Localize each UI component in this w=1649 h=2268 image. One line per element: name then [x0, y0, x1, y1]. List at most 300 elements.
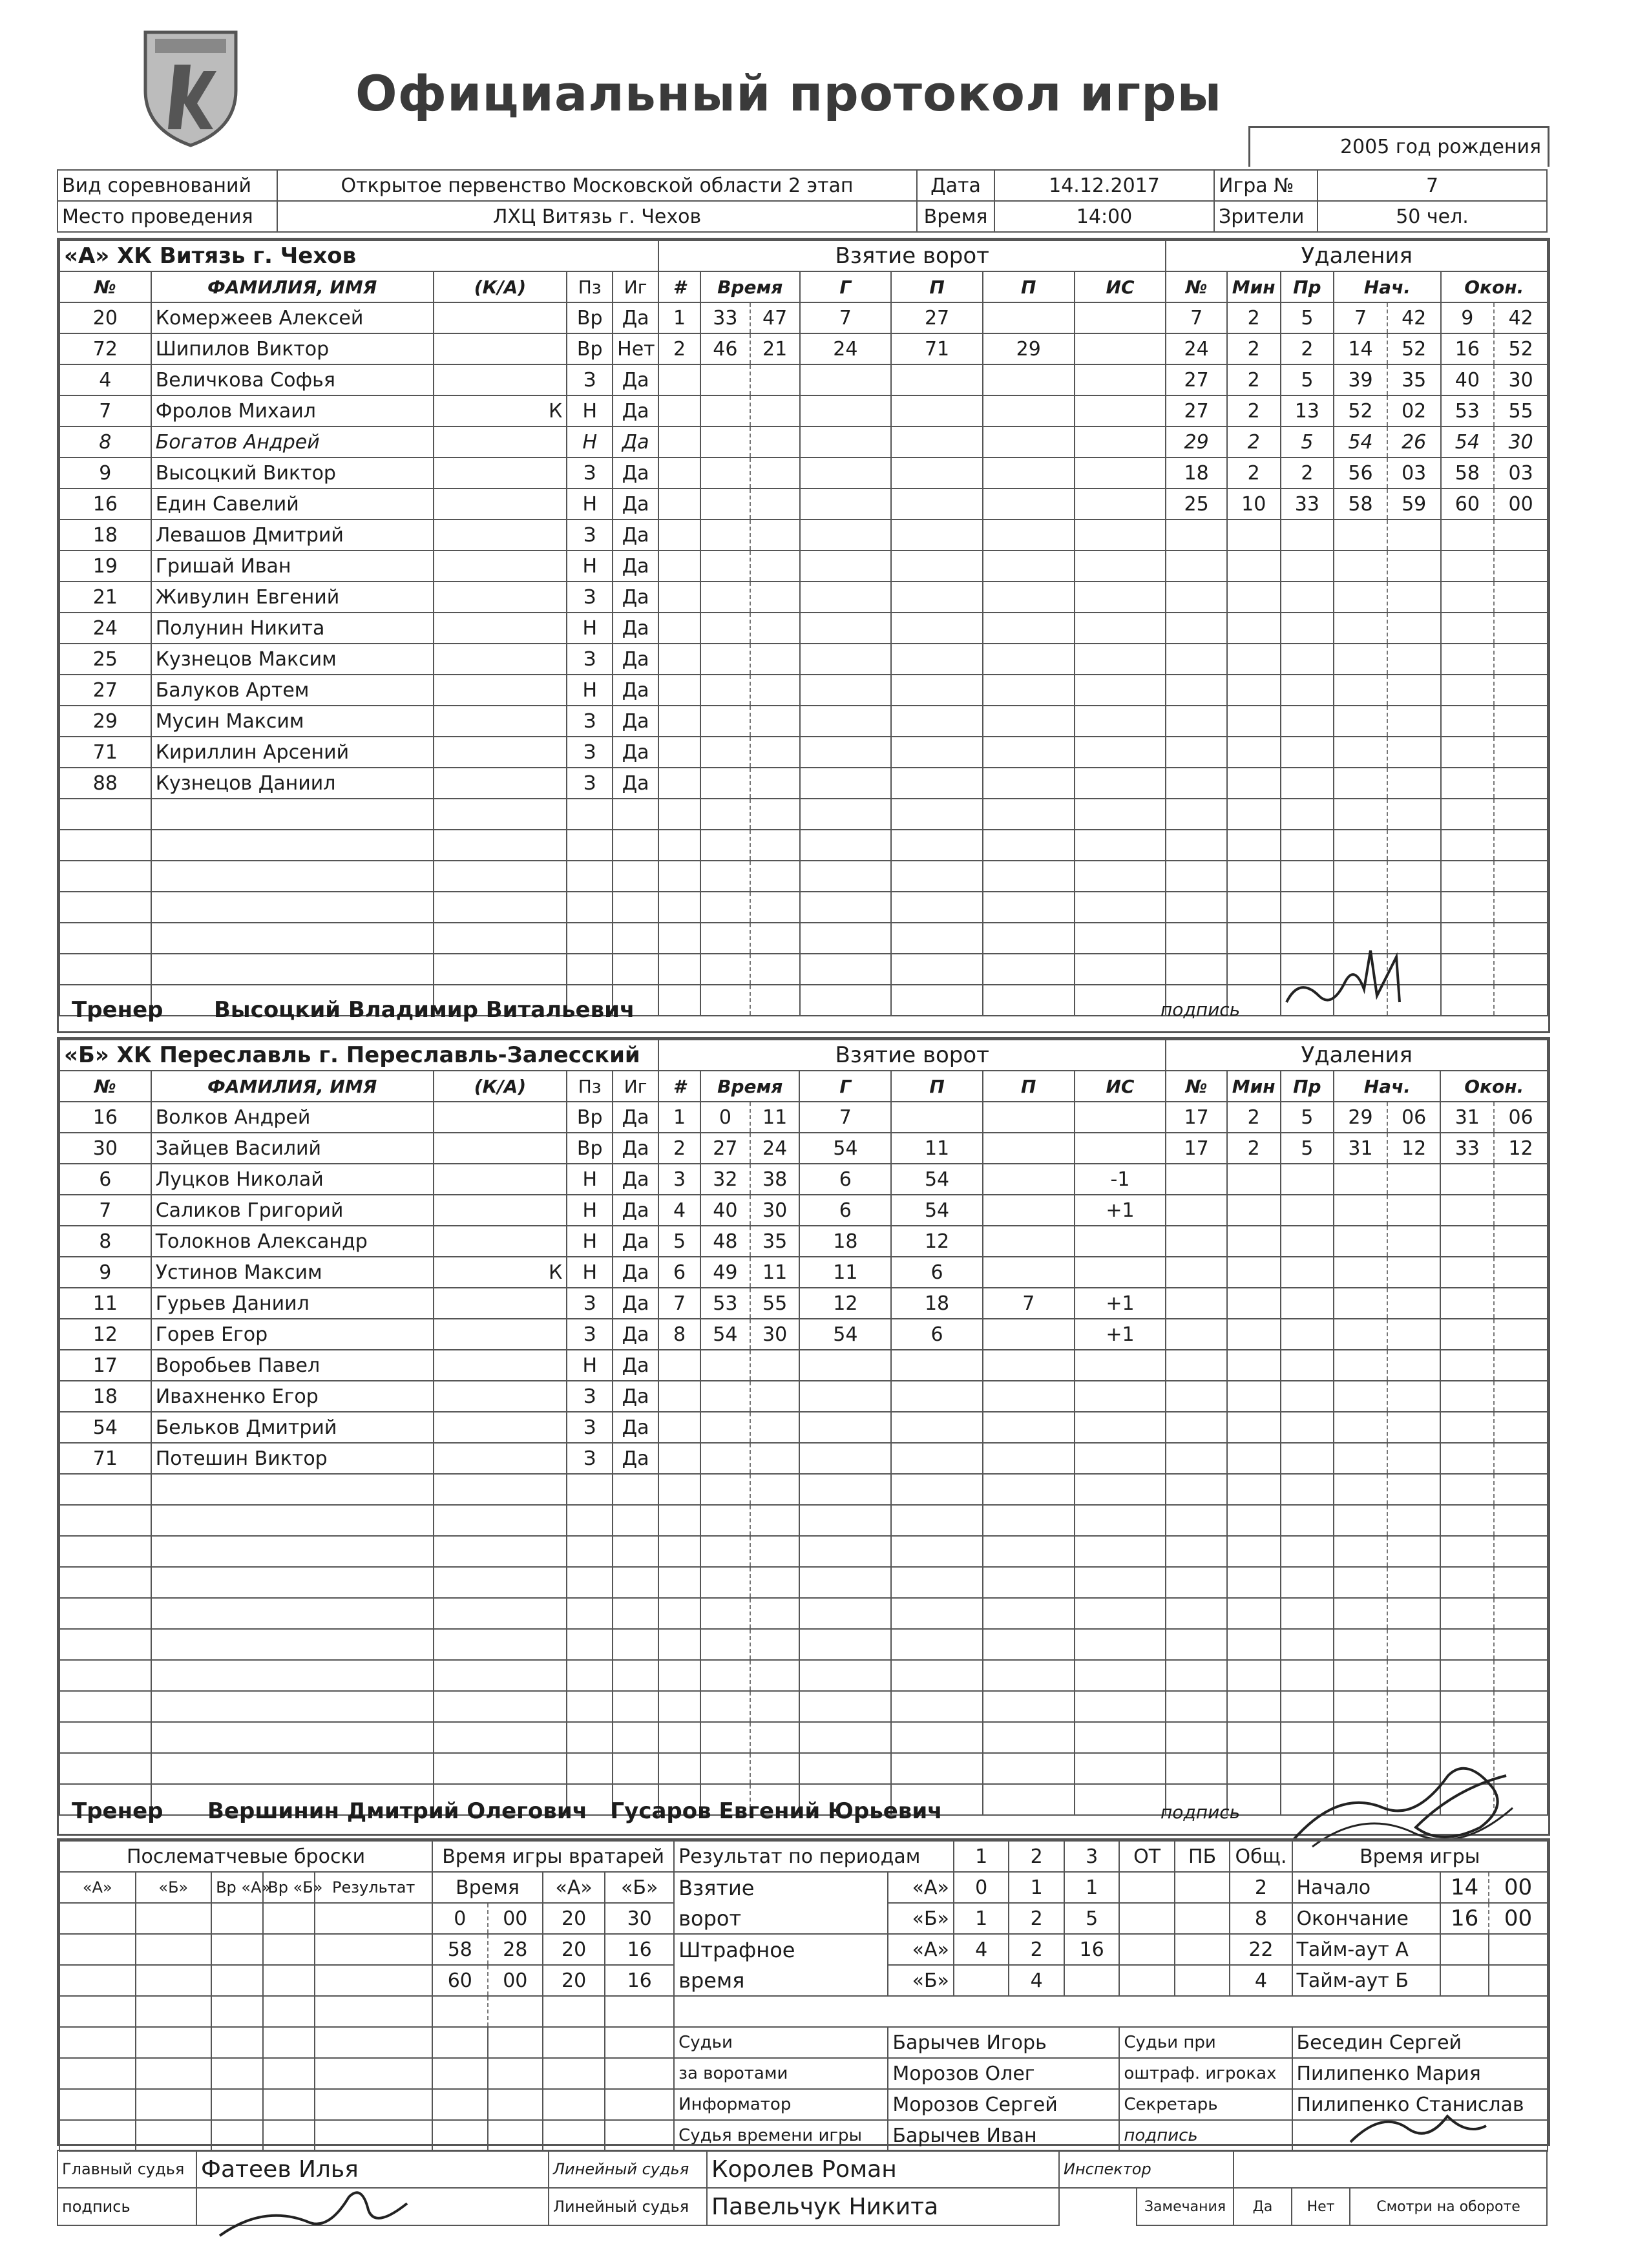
- penalty-end-min: [1440, 1319, 1494, 1350]
- goal-second: [750, 1691, 800, 1722]
- player-number: 71: [59, 737, 151, 768]
- goal-minute: [700, 1660, 750, 1691]
- penalty-end-min: [1441, 861, 1495, 892]
- player-position: З: [567, 364, 613, 395]
- penalty-end-sec: [1494, 675, 1548, 706]
- goal-scorer: [800, 830, 892, 861]
- penalty-player: [1166, 861, 1226, 892]
- main-ref-label: Главный судья: [58, 2150, 196, 2188]
- goal-minute: 27: [700, 1133, 750, 1164]
- penalty-start-min: [1334, 1474, 1387, 1505]
- shootout-cell: [59, 1934, 136, 1965]
- player-played: [613, 861, 658, 892]
- goal-second: [750, 954, 800, 985]
- player-role: К: [434, 395, 567, 426]
- goal-scorer: [800, 861, 892, 892]
- player-position: [567, 1505, 613, 1536]
- gk-minute: [432, 1996, 487, 2027]
- official-name: Морозов Сергей: [888, 2089, 1119, 2120]
- goal-assist-1: [891, 892, 983, 923]
- teamA-row: [59, 613, 1548, 644]
- penalty-player: 24: [1166, 333, 1226, 364]
- goal-second: 21: [750, 333, 800, 364]
- player-role: [434, 1753, 567, 1784]
- player-played: Нет: [613, 333, 658, 364]
- goal-number: [658, 799, 700, 830]
- goal-second: [750, 1381, 800, 1412]
- goal-number: [658, 1412, 700, 1443]
- period-row-team: «А»: [888, 1934, 954, 1965]
- player-name: Зайцев Василий: [151, 1133, 434, 1164]
- birth-year-box: [1248, 126, 1549, 167]
- penalty-start-min: [1334, 768, 1387, 799]
- player-role: [434, 768, 567, 799]
- penalty-minutes: [1227, 1598, 1281, 1629]
- goal-second: [750, 395, 800, 426]
- period-value: 2: [1009, 1934, 1064, 1965]
- player-number: 12: [59, 1319, 151, 1350]
- goal-minute: [700, 1443, 750, 1474]
- player-number: 30: [59, 1133, 151, 1164]
- player-played: Да: [613, 302, 658, 333]
- teamB-row: [59, 1536, 1548, 1567]
- player-role: [434, 675, 567, 706]
- penalty-end-min: [1440, 1660, 1494, 1691]
- player-position: [567, 923, 613, 954]
- goal-second: [750, 1443, 800, 1474]
- goal-assist-1: [891, 457, 983, 488]
- penalty-player: 17: [1166, 1102, 1226, 1133]
- penalty-end-sec: [1494, 1226, 1548, 1257]
- player-position: З: [567, 768, 613, 799]
- goal-scorer: [800, 488, 892, 520]
- end-hour: 16: [1440, 1903, 1489, 1934]
- player-name: [151, 861, 434, 892]
- start-hour: 14: [1440, 1872, 1489, 1903]
- player-number: [59, 1753, 151, 1784]
- player-played: Да: [613, 1443, 658, 1474]
- game-info-table: [57, 169, 1548, 233]
- penalty-end-sec: [1494, 1505, 1548, 1536]
- teamA-row: [59, 395, 1548, 426]
- goal-minute: [700, 892, 750, 923]
- player-number: 25: [59, 644, 151, 675]
- player-number: 16: [59, 488, 151, 520]
- goal-assist-1: [891, 1102, 983, 1133]
- goal-strength: [1075, 551, 1166, 582]
- gk-b: 30: [605, 1903, 674, 1934]
- goal-scorer: [800, 426, 892, 457]
- penalty-end-min: [1441, 520, 1495, 551]
- penalty-start-sec: [1387, 1443, 1441, 1474]
- penalty-player: [1166, 1288, 1226, 1319]
- player-number: 4: [59, 364, 151, 395]
- start-minute: 00: [1489, 1872, 1548, 1903]
- shootout-col-4: Результат: [315, 1872, 432, 1903]
- penalty-player: [1166, 830, 1226, 861]
- penalty-end-sec: [1494, 1536, 1548, 1567]
- goal-assist-2: [983, 985, 1075, 1016]
- period-value: 8: [1230, 1903, 1292, 1934]
- goal-assist-2: [983, 675, 1075, 706]
- penalty-end-min: [1440, 1412, 1494, 1443]
- gk-second: [488, 1996, 543, 2027]
- goal-scorer: 6: [799, 1195, 891, 1226]
- goal-minute: 32: [700, 1164, 750, 1195]
- player-position: Н: [567, 1350, 613, 1381]
- penalty-end-sec: [1494, 1412, 1548, 1443]
- teamA-goal-col-1: Время: [700, 271, 800, 302]
- penalty-code: 5: [1281, 1102, 1334, 1133]
- goal-assist-2: [983, 551, 1075, 582]
- teamA-row: [59, 830, 1548, 861]
- player-name: Кузнецов Максим: [151, 644, 434, 675]
- player-position: З: [567, 520, 613, 551]
- penalty-end-min: [1440, 1195, 1494, 1226]
- player-position: Н: [567, 1195, 613, 1226]
- goal-assist-2: [983, 1195, 1075, 1226]
- player-number: [59, 799, 151, 830]
- goal-minute: [700, 706, 750, 737]
- goal-assist-2: [983, 364, 1075, 395]
- penalty-minutes: [1227, 768, 1281, 799]
- timeout-a-label: Тайм-аут А: [1292, 1934, 1441, 1965]
- penalty-end-sec: [1494, 706, 1548, 737]
- timeout-b-label: Тайм-аут Б: [1292, 1965, 1441, 1996]
- goal-strength: [1075, 1350, 1166, 1381]
- goal-assist-1: [891, 364, 983, 395]
- player-number: [59, 1474, 151, 1505]
- penalty-player: 29: [1166, 426, 1226, 457]
- player-role: [434, 551, 567, 582]
- penalty-end-min: 31: [1440, 1102, 1494, 1133]
- goal-assist-2: [983, 923, 1075, 954]
- player-played: [613, 954, 658, 985]
- official-name-2: Пилипенко Мария: [1292, 2058, 1548, 2089]
- goal-assist-1: [891, 1412, 983, 1443]
- official-name: Барычев Игорь: [888, 2027, 1119, 2058]
- penalty-player: [1166, 1319, 1226, 1350]
- player-name: Мусин Максим: [151, 706, 434, 737]
- player-name: Балуков Артем: [151, 675, 434, 706]
- goal-minute: 33: [700, 302, 750, 333]
- penalty-start-sec: 02: [1387, 395, 1441, 426]
- goal-minute: [700, 426, 750, 457]
- player-number: [59, 923, 151, 954]
- shootout-cell: [263, 2089, 315, 2120]
- teamB-row: [59, 1567, 1548, 1598]
- player-played: Да: [613, 1164, 658, 1195]
- goal-assist-1: [891, 1505, 983, 1536]
- goal-assist-1: [891, 1474, 983, 1505]
- player-position: З: [567, 1319, 613, 1350]
- player-role: [434, 1102, 567, 1133]
- penalty-end-min: 58: [1441, 457, 1495, 488]
- player-role: [434, 1660, 567, 1691]
- goal-scorer: [800, 644, 892, 675]
- player-name: Бельков Дмитрий: [151, 1412, 434, 1443]
- goal-strength: [1075, 737, 1166, 768]
- penalty-code: 13: [1281, 395, 1334, 426]
- penalty-end-min: [1440, 1443, 1494, 1474]
- player-name: [151, 1660, 434, 1691]
- teamA-goal-col-3: П: [891, 271, 983, 302]
- goal-scorer: 6: [799, 1164, 891, 1195]
- penalty-start-sec: 26: [1387, 426, 1441, 457]
- teamB-penalties-title: Удаления: [1166, 1040, 1548, 1071]
- teamB-row: [59, 1133, 1548, 1164]
- penalty-end-sec: [1494, 1381, 1548, 1412]
- penalty-start-sec: [1387, 1505, 1441, 1536]
- team-b-block: [57, 1037, 1550, 1836]
- goal-minute: [700, 1629, 750, 1660]
- shootout-col-2: Вр «А»: [211, 1872, 263, 1903]
- goal-assist-1: [891, 1753, 983, 1784]
- goal-scorer: [800, 395, 892, 426]
- penalty-end-min: [1440, 1722, 1494, 1753]
- penalty-start-min: [1334, 892, 1387, 923]
- goal-scorer: 11: [799, 1257, 891, 1288]
- player-role: [434, 613, 567, 644]
- penalty-code: [1281, 1257, 1334, 1288]
- goal-number: [658, 551, 700, 582]
- player-role: [434, 426, 567, 457]
- player-position: [567, 861, 613, 892]
- date-label: Дата: [917, 170, 994, 201]
- player-number: [59, 1722, 151, 1753]
- player-played: Да: [613, 1226, 658, 1257]
- player-role: [434, 1319, 567, 1350]
- penalty-minutes: [1227, 954, 1281, 985]
- official-label: Судья времени игры: [674, 2120, 888, 2151]
- goal-strength: [1075, 923, 1166, 954]
- goal-minute: [700, 488, 750, 520]
- penalty-minutes: [1227, 1691, 1281, 1722]
- penalty-end-min: [1440, 1474, 1494, 1505]
- goal-assist-1: [891, 706, 983, 737]
- player-played: Да: [613, 426, 658, 457]
- place-value: ЛХЦ Витязь г. Чехов: [277, 201, 917, 232]
- shootout-cell: [59, 1903, 136, 1934]
- main-ref-name: Фатеев Илья: [196, 2150, 549, 2188]
- player-number: [59, 1691, 151, 1722]
- goal-assist-1: 6: [891, 1319, 983, 1350]
- penalty-player: [1166, 1753, 1226, 1784]
- shootout-cell: [211, 2058, 263, 2089]
- line-ref-1-label: Линейный судья: [549, 2150, 707, 2188]
- penalty-start-min: [1334, 1195, 1387, 1226]
- penalty-player: [1166, 644, 1226, 675]
- goal-second: [750, 1536, 800, 1567]
- player-number: 54: [59, 1412, 151, 1443]
- goal-scorer: [800, 520, 892, 551]
- player-name: Кириллин Арсений: [151, 737, 434, 768]
- player-name: Ивахненко Егор: [151, 1381, 434, 1412]
- penalty-minutes: [1227, 861, 1281, 892]
- goal-strength: [1075, 613, 1166, 644]
- player-played: Да: [613, 737, 658, 768]
- player-role: К: [434, 1257, 567, 1288]
- goal-number: [658, 923, 700, 954]
- penalty-end-min: 16: [1441, 333, 1495, 364]
- penalty-player: [1166, 613, 1226, 644]
- penalty-code: 5: [1281, 364, 1334, 395]
- penalty-start-sec: 35: [1387, 364, 1441, 395]
- penalty-player: [1166, 1412, 1226, 1443]
- goal-number: 1: [658, 302, 700, 333]
- penalty-end-sec: 30: [1494, 426, 1548, 457]
- player-name: Луцков Николай: [151, 1164, 434, 1195]
- player-name: [151, 1629, 434, 1660]
- goal-strength: [1075, 1226, 1166, 1257]
- goal-number: 7: [658, 1288, 700, 1319]
- goal-assist-1: [891, 488, 983, 520]
- goal-strength: [1075, 1133, 1166, 1164]
- official-label-2: подпись: [1119, 2120, 1292, 2151]
- penalty-minutes: [1227, 1381, 1281, 1412]
- goal-scorer: [800, 985, 892, 1016]
- penalty-end-sec: [1494, 799, 1548, 830]
- penalty-end-min: [1441, 644, 1495, 675]
- shootout-cell: [315, 1965, 432, 1996]
- teamB-row: [59, 1164, 1548, 1195]
- penalty-code: [1281, 1226, 1334, 1257]
- team-b-coach-name: Вершинин Дмитрий Олегович Гусаров Евгений Юрьевич: [207, 1798, 943, 1824]
- penalty-minutes: 2: [1227, 395, 1281, 426]
- goal-strength: [1075, 675, 1166, 706]
- goal-assist-1: [891, 1381, 983, 1412]
- player-number: 18: [59, 520, 151, 551]
- penalty-end-sec: 00: [1494, 488, 1548, 520]
- player-played: [613, 923, 658, 954]
- goal-number: [658, 1691, 700, 1722]
- goal-second: [750, 830, 800, 861]
- goal-second: [750, 1474, 800, 1505]
- penalty-code: [1281, 1474, 1334, 1505]
- official-name-2: Пилипенко Станислав: [1292, 2089, 1548, 2120]
- penalty-player: 17: [1166, 1133, 1226, 1164]
- goal-scorer: [799, 1660, 891, 1691]
- period-value: 2: [1230, 1872, 1292, 1903]
- player-number: 19: [59, 551, 151, 582]
- player-position: З: [567, 706, 613, 737]
- penalty-end-min: [1440, 1629, 1494, 1660]
- player-number: [59, 830, 151, 861]
- penalty-start-min: [1334, 1443, 1387, 1474]
- period-row-label: Штрафное: [674, 1934, 888, 1965]
- shootout-cell: [263, 1934, 315, 1965]
- teamA-row: [59, 861, 1548, 892]
- goal-strength: [1075, 395, 1166, 426]
- penalty-start-min: [1334, 1257, 1387, 1288]
- shootout-cell: [315, 2058, 432, 2089]
- teamA-protocol-table: [59, 240, 1548, 1016]
- goal-assist-1: [891, 395, 983, 426]
- penalty-minutes: [1227, 1226, 1281, 1257]
- penalty-end-sec: [1494, 551, 1548, 582]
- penalty-end-min: [1441, 706, 1495, 737]
- shootout-cell: [211, 1934, 263, 1965]
- penalty-code: [1281, 1350, 1334, 1381]
- penalty-end-min: 33: [1440, 1133, 1494, 1164]
- official-name-2: Беседин Сергей: [1292, 2027, 1548, 2058]
- penalty-code: 5: [1281, 302, 1334, 333]
- goal-assist-1: [891, 985, 983, 1016]
- penalty-code: [1281, 1629, 1334, 1660]
- penalty-minutes: [1227, 1567, 1281, 1598]
- player-name: [151, 830, 434, 861]
- player-position: З: [567, 1288, 613, 1319]
- goal-scorer: [800, 675, 892, 706]
- see-back: Смотри на обороте: [1350, 2188, 1547, 2225]
- goal-second: 11: [750, 1102, 800, 1133]
- player-role: [434, 520, 567, 551]
- penalty-minutes: [1227, 1536, 1281, 1567]
- goal-assist-2: [983, 1350, 1075, 1381]
- penalty-start-sec: [1387, 1381, 1441, 1412]
- player-position: Вр: [567, 302, 613, 333]
- penalty-end-min: [1440, 1691, 1494, 1722]
- player-role: [434, 1629, 567, 1660]
- penalty-player: [1166, 1629, 1226, 1660]
- player-name: Высоцкий Виктор: [151, 457, 434, 488]
- shootout-cell: [136, 2089, 212, 2120]
- player-position: Вр: [567, 1133, 613, 1164]
- player-name: Величкова Софья: [151, 364, 434, 395]
- penalty-player: [1166, 1505, 1226, 1536]
- penalty-code: [1281, 737, 1334, 768]
- game-value: 7: [1318, 170, 1547, 201]
- period-value: [1064, 1965, 1119, 1996]
- player-name: Левашов Дмитрий: [151, 520, 434, 551]
- goal-strength: [1075, 426, 1166, 457]
- teamB-pen-col-0: №: [1166, 1071, 1226, 1102]
- goal-strength: [1075, 582, 1166, 613]
- goal-second: [750, 488, 800, 520]
- penalty-minutes: [1227, 1257, 1281, 1288]
- penalty-end-sec: [1494, 768, 1548, 799]
- shootout-cell: [136, 2027, 212, 2058]
- teamA-pen-col-3: Нач.: [1334, 271, 1440, 302]
- teamA-pen-col-2: Пр: [1281, 271, 1334, 302]
- goal-number: [658, 768, 700, 799]
- goal-strength: [1075, 1598, 1166, 1629]
- goal-number: 2: [658, 1133, 700, 1164]
- goal-assist-1: 54: [891, 1164, 983, 1195]
- goal-second: 47: [750, 302, 800, 333]
- penalty-code: [1281, 1164, 1334, 1195]
- goal-number: [658, 426, 700, 457]
- goal-strength: [1075, 1691, 1166, 1722]
- penalty-end-sec: [1494, 644, 1548, 675]
- penalty-start-min: [1334, 1536, 1387, 1567]
- player-name: Потешин Виктор: [151, 1443, 434, 1474]
- teamB-row: [59, 1319, 1548, 1350]
- player-played: [613, 1753, 658, 1784]
- shootout-cell: [543, 2089, 605, 2120]
- official-name: Барычев Иван: [888, 2120, 1119, 2151]
- player-number: 9: [59, 457, 151, 488]
- penalty-start-sec: [1387, 675, 1441, 706]
- goal-minute: [700, 675, 750, 706]
- teamA-row: [59, 520, 1548, 551]
- penalty-player: 27: [1166, 395, 1226, 426]
- goal-assist-2: [983, 830, 1075, 861]
- goal-assist-1: 11: [891, 1133, 983, 1164]
- goal-second: [750, 1350, 800, 1381]
- period-value: [1119, 1965, 1174, 1996]
- penalty-end-sec: [1494, 892, 1548, 923]
